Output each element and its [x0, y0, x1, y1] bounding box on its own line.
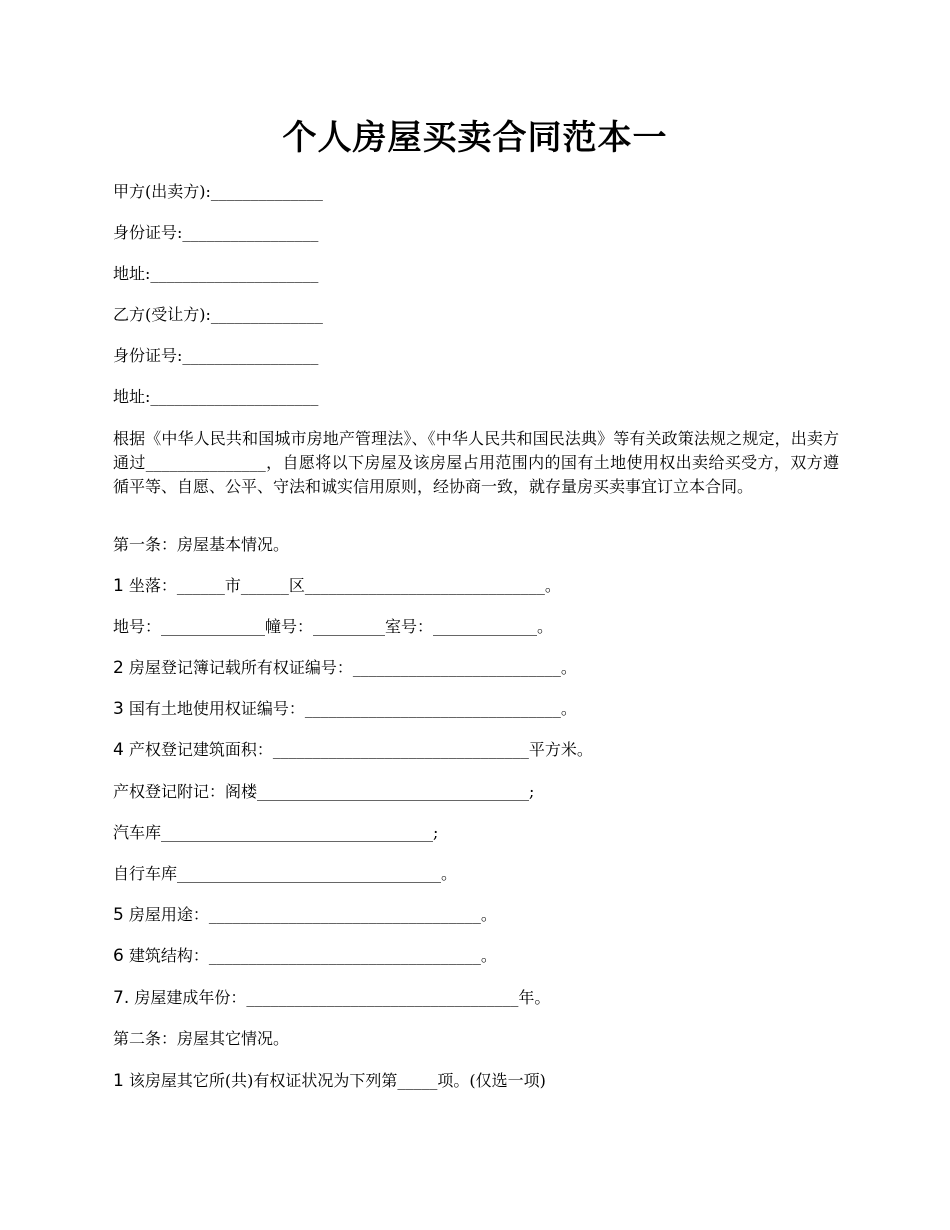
- clause-structure: [113, 944, 497, 968]
- document-title: 个人房屋买卖合同范本一: [282, 118, 668, 158]
- clause-number: 3: [113, 699, 124, 719]
- party-a-id-line: 身份证号:_________________: [113, 223, 319, 242]
- clause-floor-area: [113, 738, 593, 762]
- intro-paragraph: 根据《中华人民共和国城市房地产管理法》、《中华人民共和国民法典》等有关政策法规之规定，出卖方通过_______________，自愿将以下房屋及该房屋占用范围内的国有土地使用权出卖给买受方，双方遵循平等、自愿、公平、守法和诚实信用原则，经协商一致，就存量房买卖事宜订立本合同。: [113, 429, 839, 496]
- clause-ownership-cert: [113, 656, 577, 680]
- clause-text: 房屋用途：__________________________________。: [123, 905, 497, 924]
- clause-garage: 汽车库__________________________________;: [113, 823, 439, 842]
- clause-build-year: [113, 986, 550, 1010]
- clause-lot-number: 地号：_____________幢号：_________室号：_____________。: [113, 617, 554, 636]
- clause-text: 该房屋其它所(共)有权证状况为下列第_____项。(仅选一项): [123, 1071, 546, 1090]
- clause-usage: [113, 903, 497, 927]
- party-b-id-line: 身份证号:_________________: [113, 346, 319, 365]
- clause-number: 4: [113, 740, 124, 760]
- clause-number: 6: [113, 946, 124, 966]
- clause-text: 房屋登记簿记载所有权证编号：__________________________。: [123, 658, 577, 677]
- clause-text: 坐落：______市______区______________________________。: [123, 576, 561, 595]
- article-2-heading: 第二条：房屋其它情况。: [113, 1029, 290, 1048]
- clause-number: 2: [113, 658, 124, 678]
- clause-land-cert: [113, 697, 577, 721]
- clause-text: 建筑结构：__________________________________。: [123, 946, 497, 965]
- clause-text: 产权登记建筑面积：________________________________平方米。: [123, 740, 593, 759]
- clause-bike-garage: 自行车库_________________________________。: [113, 864, 458, 883]
- clause-number: 5: [113, 905, 124, 925]
- party-b-buyer-line: 乙方(受让方):______________: [113, 305, 323, 324]
- clause-number: 1: [113, 1071, 124, 1091]
- clause-number: 7.: [113, 988, 130, 1008]
- party-b-address-line: 地址:_____________________: [113, 387, 319, 406]
- clause-attic: 产权登记附记：阁楼__________________________________;: [113, 782, 535, 801]
- clause-text: 房屋建成年份：__________________________________年。: [129, 988, 551, 1007]
- clause-other-rights: [113, 1069, 546, 1093]
- clause-location: [113, 574, 561, 598]
- clause-number: 1: [113, 576, 124, 596]
- party-a-address-line: 地址:_____________________: [113, 264, 319, 283]
- article-1-heading: 第一条：房屋基本情况。: [113, 535, 290, 554]
- party-a-seller-line: 甲方(出卖方):______________: [113, 182, 323, 201]
- clause-text: 国有土地使用权证编号：________________________________。: [123, 699, 577, 718]
